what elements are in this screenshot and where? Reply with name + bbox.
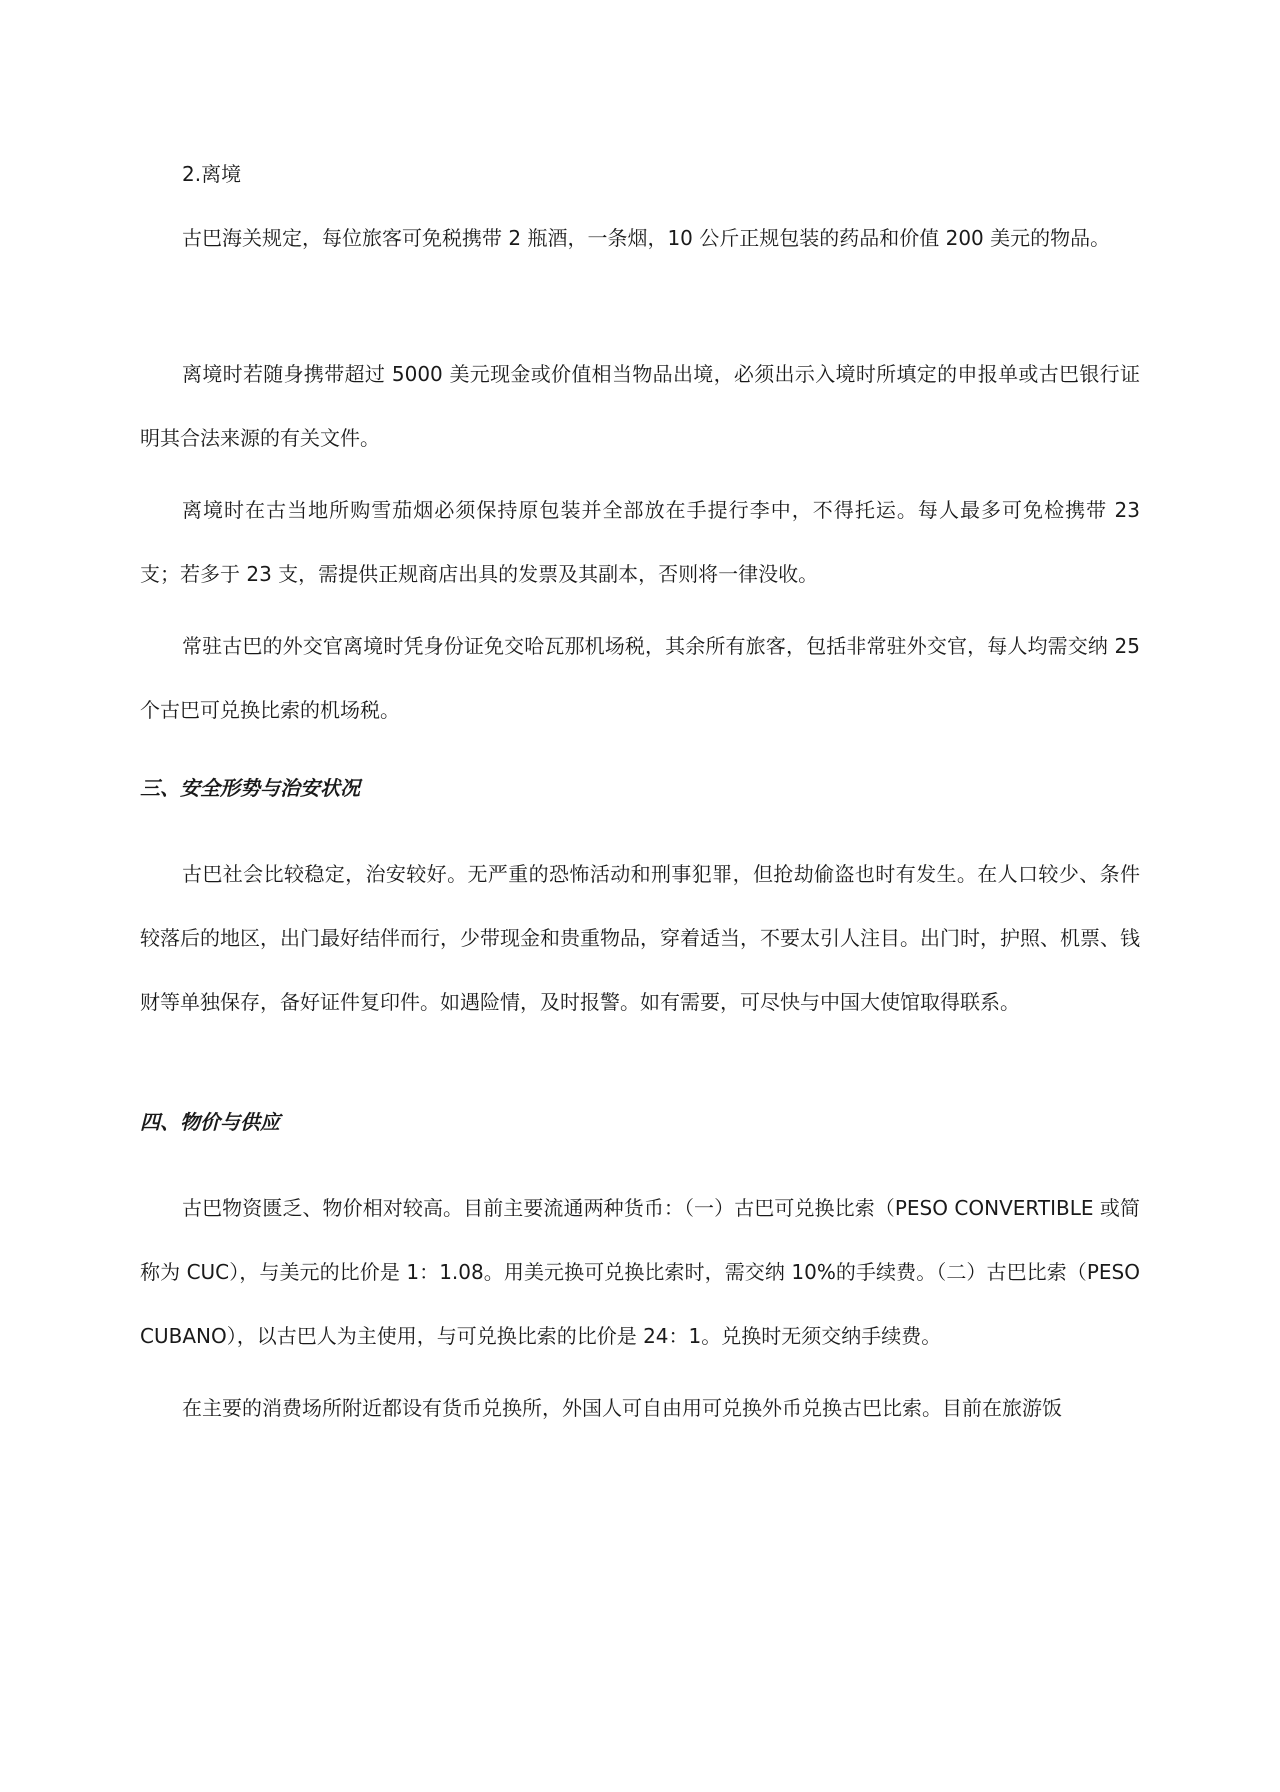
- paragraph-duty-free: 古巴海关规定，每位旅客可免税携带 2 瓶酒，一条烟，10 公斤正规包装的药品和价值 200 美元的物品。: [182, 226, 1111, 250]
- paragraph-security: 古巴社会比较稳定，治安较好。无严重的恐怖活动和刑事犯罪，但抢劫偷盗也时有发生。在人口较少、条件较落后的地区，出门最好结伴而行，少带现金和贵重物品，穿着适当，不要太引人注目。出门时，护照、机票、钱财等单独保存，备好证件复印件。如遇险情，及时报警。如有需要，可尽快与中国大使馆取得联系。: [140, 862, 1140, 1014]
- paragraph-airport-tax: 常驻古巴的外交官离境时凭身份证免交哈瓦那机场税，其余所有旅客，包括非常驻外交官，每人均需交纳 25 个古巴可兑换比索的机场税。: [140, 634, 1140, 722]
- paragraph-exchange: 在主要的消费场所附近都设有货币兑换所，外国人可自由用可兑换外币兑换古巴比索。目前在旅游饭: [182, 1396, 1062, 1420]
- subheading-departure: 2.离境: [182, 162, 242, 186]
- paragraph-cash-declaration: 离境时若随身携带超过 5000 美元现金或价值相当物品出境，必须出示入境时所填定的申报单或古巴银行证明其合法来源的有关文件。: [140, 362, 1140, 450]
- section-title-security: 三、安全形势与治安状况: [140, 776, 360, 800]
- paragraph-cigars: 离境时在古当地所购雪茄烟必须保持原包装并全部放在手提行李中，不得托运。每人最多可免检携带 23 支；若多于 23 支，需提供正规商店出具的发票及其副本，否则将一律没收。: [140, 498, 1140, 586]
- section-title-prices: 四、物价与供应: [140, 1110, 280, 1134]
- paragraph-currency: 古巴物资匮乏、物价相对较高。目前主要流通两种货币：（一）古巴可兑换比索（PESO CONVERTIBLE 或简称为 CUC），与美元的比价是 1：1.08。用美元换可兑换比索时，需交纳 10%的手续费。（二）古巴比索（PESO CUBANO），以古巴人为主使用，与可兑换比索的比价是 24：1。兑换时无须交纳手续费。: [140, 1196, 1140, 1348]
